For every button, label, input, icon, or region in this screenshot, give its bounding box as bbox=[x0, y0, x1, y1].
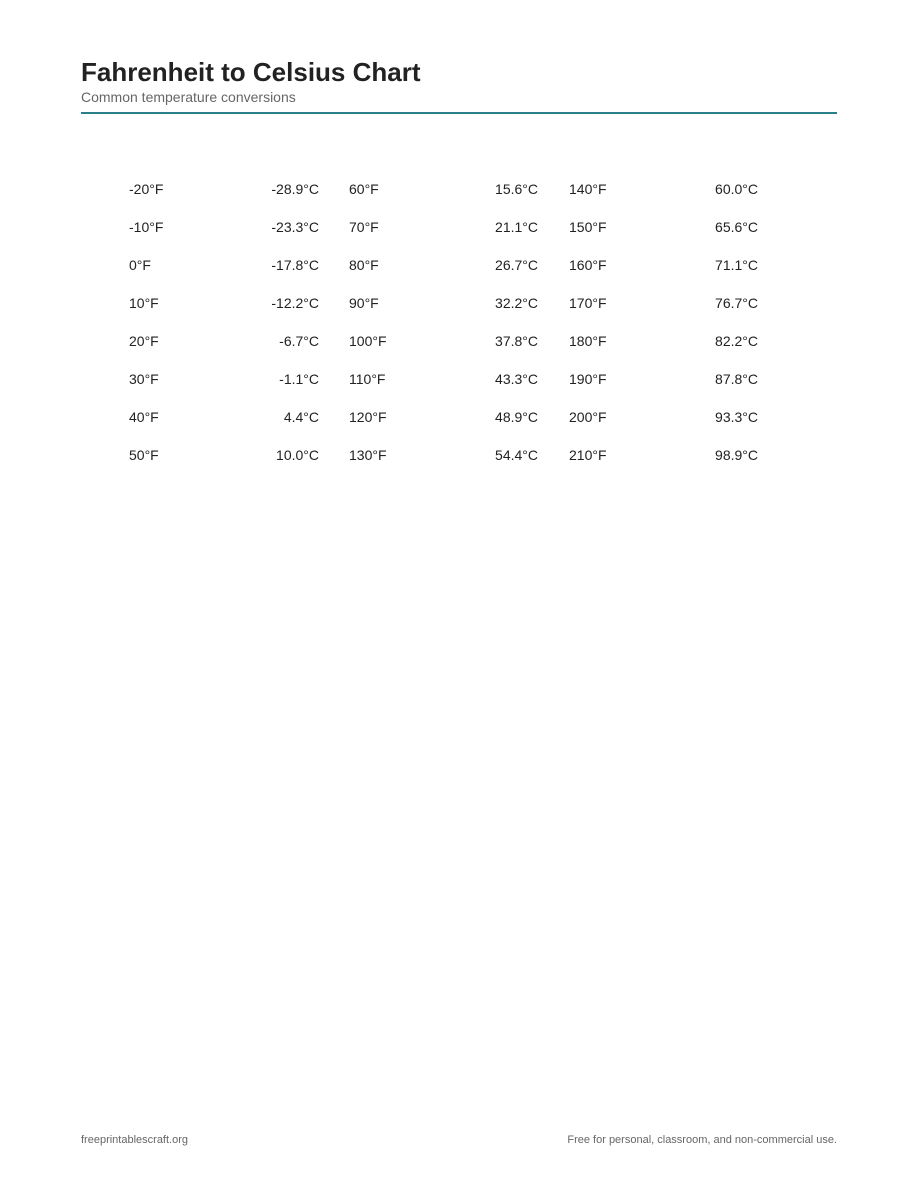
fahrenheit-cell: 80°F bbox=[349, 257, 379, 273]
celsius-cell: 37.8°C bbox=[495, 333, 538, 349]
fahrenheit-cell: 180°F bbox=[569, 333, 607, 349]
fahrenheit-cell: 190°F bbox=[569, 371, 607, 387]
table-row bbox=[129, 246, 759, 284]
celsius-cell: 98.9°C bbox=[715, 447, 758, 463]
fahrenheit-cell: 40°F bbox=[129, 409, 159, 425]
celsius-cell: 87.8°C bbox=[715, 371, 758, 387]
fahrenheit-cell: -20°F bbox=[129, 181, 164, 197]
fahrenheit-cell: 90°F bbox=[349, 295, 379, 311]
celsius-cell: 26.7°C bbox=[495, 257, 538, 273]
page-subtitle: Common temperature conversions bbox=[81, 89, 296, 105]
fahrenheit-cell: -10°F bbox=[129, 219, 164, 235]
celsius-cell: 93.3°C bbox=[715, 409, 758, 425]
fahrenheit-cell: 200°F bbox=[569, 409, 607, 425]
fahrenheit-cell: 10°F bbox=[129, 295, 159, 311]
celsius-cell: 10.0°C bbox=[276, 447, 319, 463]
table-row bbox=[129, 284, 759, 322]
fahrenheit-cell: 210°F bbox=[569, 447, 607, 463]
celsius-cell: -17.8°C bbox=[271, 257, 319, 273]
table-row bbox=[129, 436, 759, 474]
fahrenheit-cell: 130°F bbox=[349, 447, 387, 463]
table-row bbox=[129, 360, 759, 398]
fahrenheit-cell: 110°F bbox=[349, 371, 386, 387]
celsius-cell: 43.3°C bbox=[495, 371, 538, 387]
celsius-cell: 48.9°C bbox=[495, 409, 538, 425]
celsius-cell: -23.3°C bbox=[271, 219, 319, 235]
celsius-cell: 76.7°C bbox=[715, 295, 758, 311]
table-row bbox=[129, 322, 759, 360]
celsius-cell: 32.2°C bbox=[495, 295, 538, 311]
celsius-cell: 60.0°C bbox=[715, 181, 758, 197]
celsius-cell: 71.1°C bbox=[715, 257, 758, 273]
table-row bbox=[129, 170, 759, 208]
fahrenheit-cell: 160°F bbox=[569, 257, 607, 273]
celsius-cell: 82.2°C bbox=[715, 333, 758, 349]
footer-site-name: freeprintablescraft.org bbox=[81, 1134, 188, 1146]
page-title: Fahrenheit to Celsius Chart bbox=[81, 57, 421, 87]
fahrenheit-cell: 30°F bbox=[129, 371, 159, 387]
celsius-cell: -6.7°C bbox=[279, 333, 319, 349]
header-divider bbox=[81, 112, 837, 114]
fahrenheit-cell: 120°F bbox=[349, 409, 387, 425]
fahrenheit-cell: 20°F bbox=[129, 333, 159, 349]
conversion-table bbox=[129, 170, 759, 474]
footer-usage-note: Free for personal, classroom, and non-commercial use. bbox=[567, 1134, 837, 1146]
celsius-cell: 21.1°C bbox=[495, 219, 538, 235]
fahrenheit-cell: 150°F bbox=[569, 219, 607, 235]
celsius-cell: -28.9°C bbox=[271, 181, 319, 197]
celsius-cell: 54.4°C bbox=[495, 447, 538, 463]
fahrenheit-cell: 50°F bbox=[129, 447, 159, 463]
table-row bbox=[129, 208, 759, 246]
fahrenheit-cell: 170°F bbox=[569, 295, 607, 311]
fahrenheit-cell: 140°F bbox=[569, 181, 607, 197]
table-row bbox=[129, 398, 759, 436]
fahrenheit-cell: 100°F bbox=[349, 333, 387, 349]
celsius-cell: 65.6°C bbox=[715, 219, 758, 235]
celsius-cell: -12.2°C bbox=[271, 295, 319, 311]
fahrenheit-cell: 70°F bbox=[349, 219, 379, 235]
page-header bbox=[81, 56, 837, 106]
celsius-cell: 4.4°C bbox=[283, 409, 319, 425]
celsius-cell: 15.6°C bbox=[495, 181, 538, 197]
fahrenheit-cell: 0°F bbox=[129, 257, 151, 273]
fahrenheit-cell: 60°F bbox=[349, 181, 379, 197]
celsius-cell: -1.1°C bbox=[279, 371, 319, 387]
